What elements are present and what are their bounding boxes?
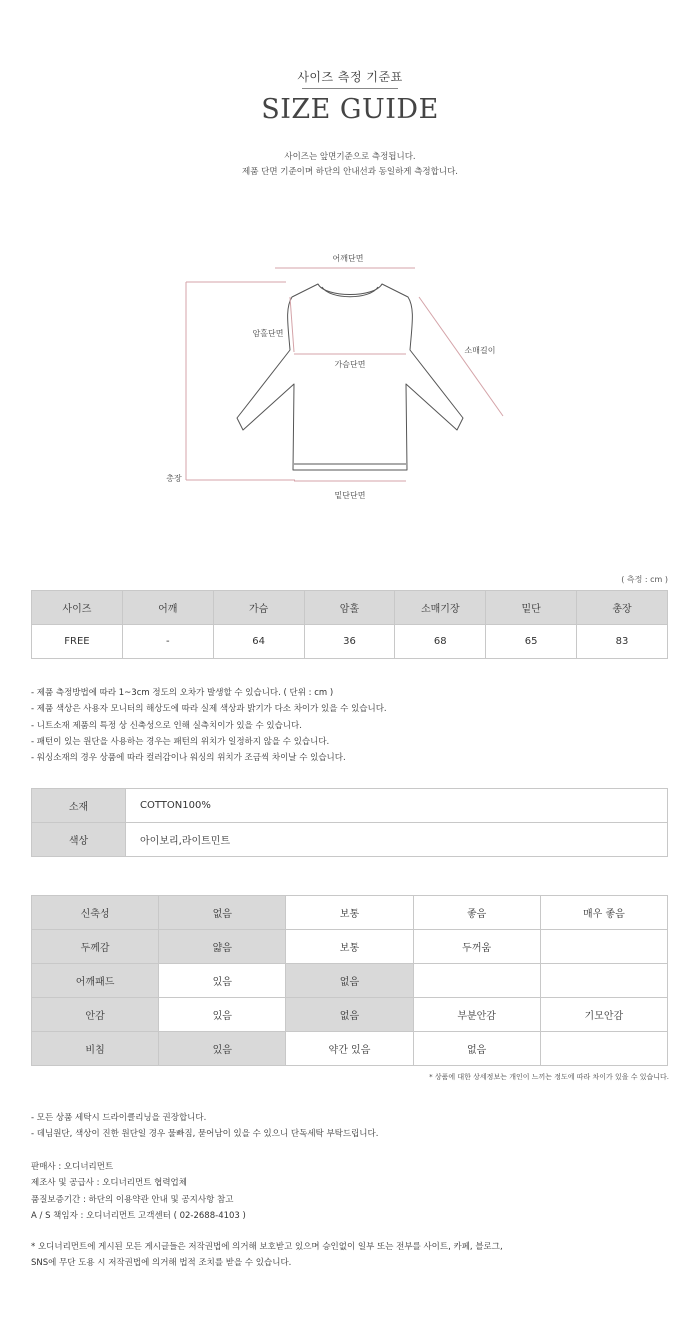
feature-option: 보통 — [286, 930, 413, 964]
color-label: 색상 — [32, 823, 126, 857]
feature-label: 어깨패드 — [32, 964, 159, 998]
note-line: - 워싱소재의 경우 상품에 따라 컬러감이나 워싱의 위치가 조금씩 차이날 수 있습니다. — [31, 753, 346, 764]
care-line: - 모든 상품 세탁시 드라이클리닝을 권장합니다. — [31, 1113, 207, 1123]
title-korean: 사이즈 측정 기준표 — [0, 68, 700, 89]
feature-option: 얇음 — [159, 930, 286, 964]
feature-option: 없음 — [159, 896, 286, 930]
unit-note: ( 측정 : cm ) — [621, 575, 668, 584]
label-length: 총장 — [166, 474, 182, 483]
size-table — [31, 590, 668, 659]
label-sleeve: 소매길이 — [464, 346, 496, 355]
guide-lines — [186, 268, 503, 481]
seller-line: A / S 책임자 : 오디너리먼트 고객센터 ( 02-2688-4103 ) — [31, 1210, 246, 1221]
size-header-cell: 총장 — [577, 591, 668, 625]
size-cell: 36 — [304, 625, 395, 659]
table-row — [32, 896, 668, 930]
seller-line: 판매사 : 오디너리먼트 — [31, 1162, 114, 1172]
table-row — [32, 964, 668, 998]
feature-option: 보통 — [286, 896, 413, 930]
feature-option — [540, 1032, 667, 1066]
copyright-line: SNS에 무단 도용 시 저작권법에 의거해 법적 조치를 받을 수 있습니다. — [31, 1258, 292, 1269]
feature-option: 두꺼움 — [413, 930, 540, 964]
size-header-cell: 밑단 — [486, 591, 577, 625]
size-header-cell: 가슴 — [213, 591, 304, 625]
size-header-cell: 암홀 — [304, 591, 395, 625]
size-cell: 65 — [486, 625, 577, 659]
size-notes — [31, 685, 387, 766]
size-cell: 64 — [213, 625, 304, 659]
label-chest: 가슴단면 — [334, 360, 366, 369]
feature-option: 없음 — [413, 1032, 540, 1066]
table-row — [32, 625, 668, 659]
material-table — [31, 788, 668, 857]
feature-option: 없음 — [286, 964, 413, 998]
feature-option — [413, 964, 540, 998]
table-row — [32, 998, 668, 1032]
feature-option: 있음 — [159, 998, 286, 1032]
copyright-line: * 오디너리먼트에 게시된 모든 게시글들은 저작권법에 의거해 보호받고 있으며 승인없이 일부 또는 전부를 사이트, 카페, 블로그, — [31, 1242, 503, 1252]
feature-option: 있음 — [159, 1032, 286, 1066]
size-cell: 83 — [577, 625, 668, 659]
label-hem: 밑단단면 — [334, 491, 366, 500]
material-value: COTTON100% — [126, 789, 668, 823]
size-cell: FREE — [32, 625, 123, 659]
care-line: - 데님원단, 색상이 진한 원단일 경우 물빠짐, 묻어남이 있을 수 있으니 단독세탁 부탁드립니다. — [31, 1129, 379, 1140]
size-header-cell: 사이즈 — [32, 591, 123, 625]
feature-option: 좋음 — [413, 896, 540, 930]
care-notes — [31, 1110, 378, 1143]
features-note: * 상품에 대한 상세정보는 개인이 느끼는 정도에 따라 차이가 있을 수 있습니다. — [429, 1073, 669, 1081]
feature-option: 약간 있음 — [286, 1032, 413, 1066]
note-line: - 니트소재 제품의 특정 상 신축성으로 인해 실측치이가 있을 수 있습니다. — [31, 720, 302, 731]
size-table-header-row — [32, 591, 668, 625]
features-table — [31, 895, 668, 1066]
table-row — [32, 1032, 668, 1066]
table-row — [32, 930, 668, 964]
table-row — [32, 823, 668, 857]
feature-option: 없음 — [286, 998, 413, 1032]
size-header-cell: 소매기장 — [395, 591, 486, 625]
feature-option — [540, 930, 667, 964]
feature-label: 신축성 — [32, 896, 159, 930]
feature-option: 부분안감 — [413, 998, 540, 1032]
feature-option — [540, 964, 667, 998]
seller-line: 품질보증기간 : 하단의 이용약관 안내 및 공지사항 참고 — [31, 1194, 234, 1205]
note-line: - 제품 색상은 사용자 모니터의 해상도에 따라 실제 색상과 밝기가 다소 차이가 있을 수 있습니다. — [31, 704, 387, 715]
sweater-measurement-diagram — [150, 240, 550, 510]
seller-info — [31, 1159, 246, 1224]
feature-label: 두께감 — [32, 930, 159, 964]
feature-option: 매우 좋음 — [540, 896, 667, 930]
intro-line-2: 제품 단면 기준이며 하단의 안내선과 동일하게 측정합니다. — [242, 167, 458, 177]
label-armhole: 암홀단면 — [252, 329, 284, 338]
size-cell: - — [122, 625, 213, 659]
table-row — [32, 789, 668, 823]
material-label: 소재 — [32, 789, 126, 823]
seller-line: 제조사 및 공급사 : 오디너리먼트 협력업체 — [31, 1178, 187, 1189]
label-shoulder: 어깨단면 — [332, 254, 364, 263]
feature-option: 있음 — [159, 964, 286, 998]
note-line: - 패턴이 있는 원단을 사용하는 경우는 패턴의 위치가 일정하지 않을 수 있습니다. — [31, 736, 330, 747]
feature-label: 안감 — [32, 998, 159, 1032]
feature-label: 비침 — [32, 1032, 159, 1066]
title-english: SIZE GUIDE — [261, 94, 439, 125]
size-cell: 68 — [395, 625, 486, 659]
note-line: - 제품 측정방법에 따라 1~3cm 정도의 오차가 발생할 수 있습니다. ( 단위 : cm ) — [31, 688, 334, 698]
copyright-notice — [31, 1239, 503, 1272]
color-value: 아이보리,라이트민트 — [126, 823, 668, 857]
feature-option: 기모안감 — [540, 998, 667, 1032]
size-header-cell: 어깨 — [122, 591, 213, 625]
intro-line-1: 사이즈는 앞면기준으로 측정됩니다. — [284, 152, 416, 162]
